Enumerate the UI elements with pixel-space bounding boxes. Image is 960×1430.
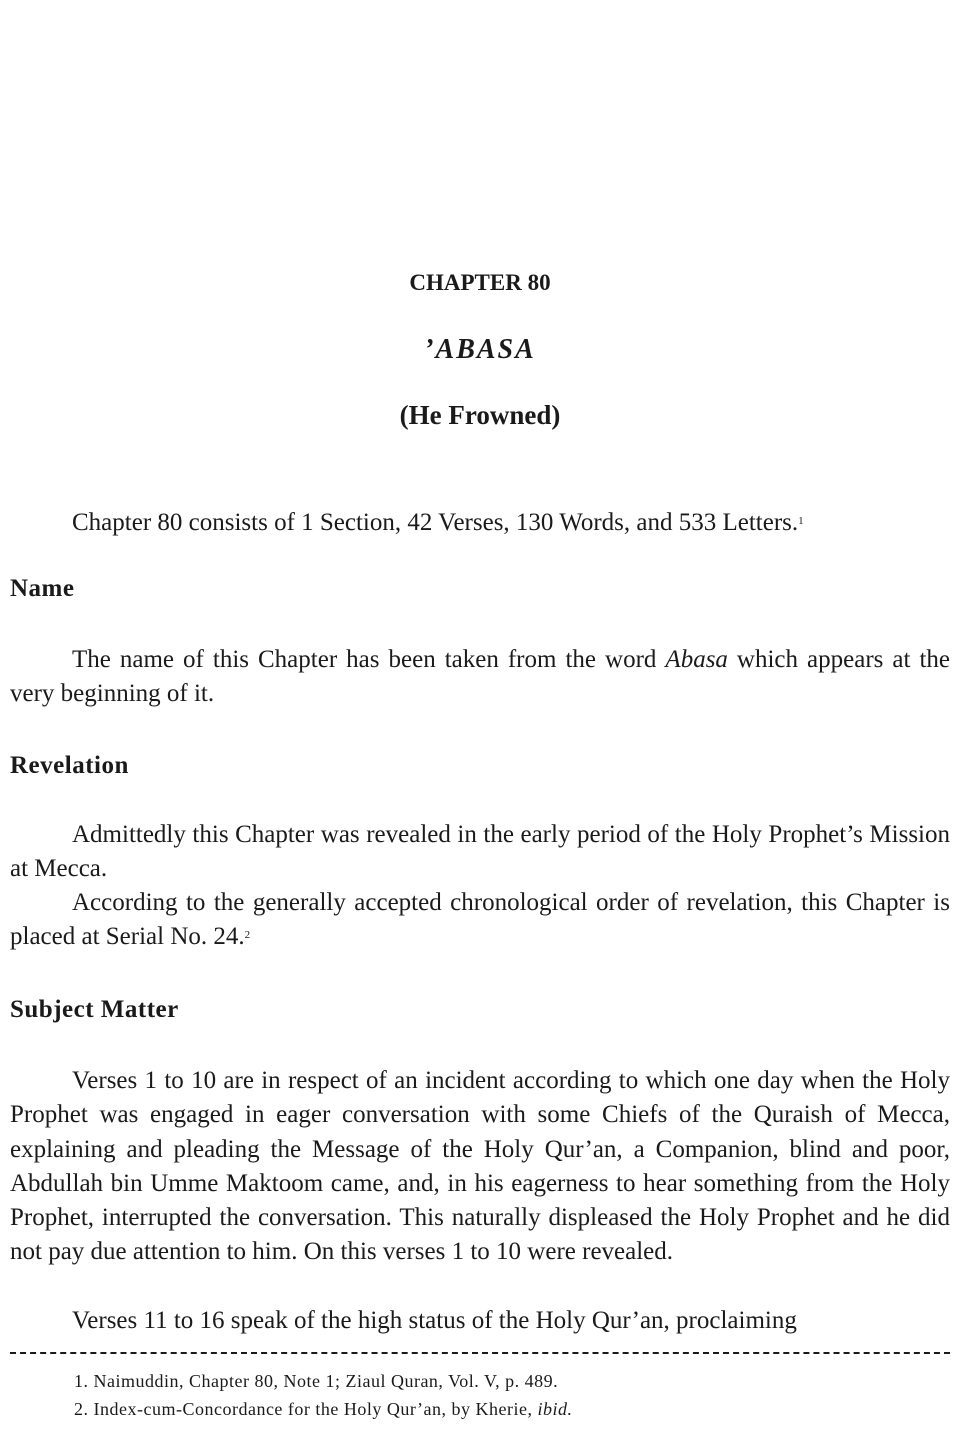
footnote-1: 1. Naimuddin, Chapter 80, Note 1; Ziaul Quran, Vol. V, p. 489.	[74, 1371, 559, 1391]
subject-text-1: Verses 1 to 10 are in respect of an incident according to which one day when the Holy Prophet was engaged in eager conversation with some Chiefs of the Quraish of Mecca, explaining and pleading the Message of the Holy Qur’an, a Companion, blind and poor, Abdullah bin Umme Maktoom came, and, in his eagerness to hear something from the Holy Prophet, interrupted the conversation. This naturally displeased the Holy Prophet and he did not pay due attention to him. On this verses 1 to 10 were revealed.	[10, 1067, 950, 1266]
subject-paragraph-1	[10, 1064, 950, 1270]
chapter-number: CHAPTER 80	[409, 270, 551, 295]
chapter-subtitle: (He Frowned)	[399, 400, 561, 430]
name-text-before: The name of this Chapter has been taken from the word	[72, 646, 666, 673]
name-paragraph	[10, 643, 950, 712]
revelation-text-2: According to the generally accepted chronological order of revelation, this Chapter is placed at Serial No. 24.	[10, 889, 950, 951]
section-heading-subject-matter: Subject Matter	[10, 996, 179, 1023]
footnote-ref-1: 1	[798, 515, 804, 527]
footnote-2-text: 2. Index-cum-Concordance for the Holy Qur’an, by Kherie,	[74, 1399, 538, 1419]
name-text-after: which appears at the very beginning of it.	[10, 646, 950, 708]
revelation-text-1: Admittedly this Chapter was revealed in the early period of the Holy Prophet’s Mission at Mecca.	[10, 821, 950, 883]
revelation-paragraph-1	[10, 818, 950, 887]
subject-text-2: Verses 11 to 16 speak of the high status of the Holy Qur’an, proclaiming	[72, 1307, 797, 1334]
section-heading-revelation: Revelation	[10, 752, 129, 779]
intro-paragraph	[10, 506, 950, 540]
subject-paragraph-2	[10, 1304, 950, 1338]
document-page	[10, 0, 950, 1430]
revelation-paragraph-2	[10, 886, 950, 955]
section-heading-name: Name	[10, 575, 75, 602]
footnote-ref-2: 2	[244, 929, 251, 942]
chapter-title: ’ABASA	[424, 334, 536, 365]
intro-text: Chapter 80 consists of 1 Section, 42 Verses, 130 Words, and 533 Letters.	[72, 509, 799, 536]
footnote-divider	[10, 1352, 950, 1354]
name-text-italic: Abasa	[665, 646, 728, 673]
footnote-2-italic: ibid.	[537, 1399, 573, 1419]
footnote-2	[74, 1399, 573, 1420]
